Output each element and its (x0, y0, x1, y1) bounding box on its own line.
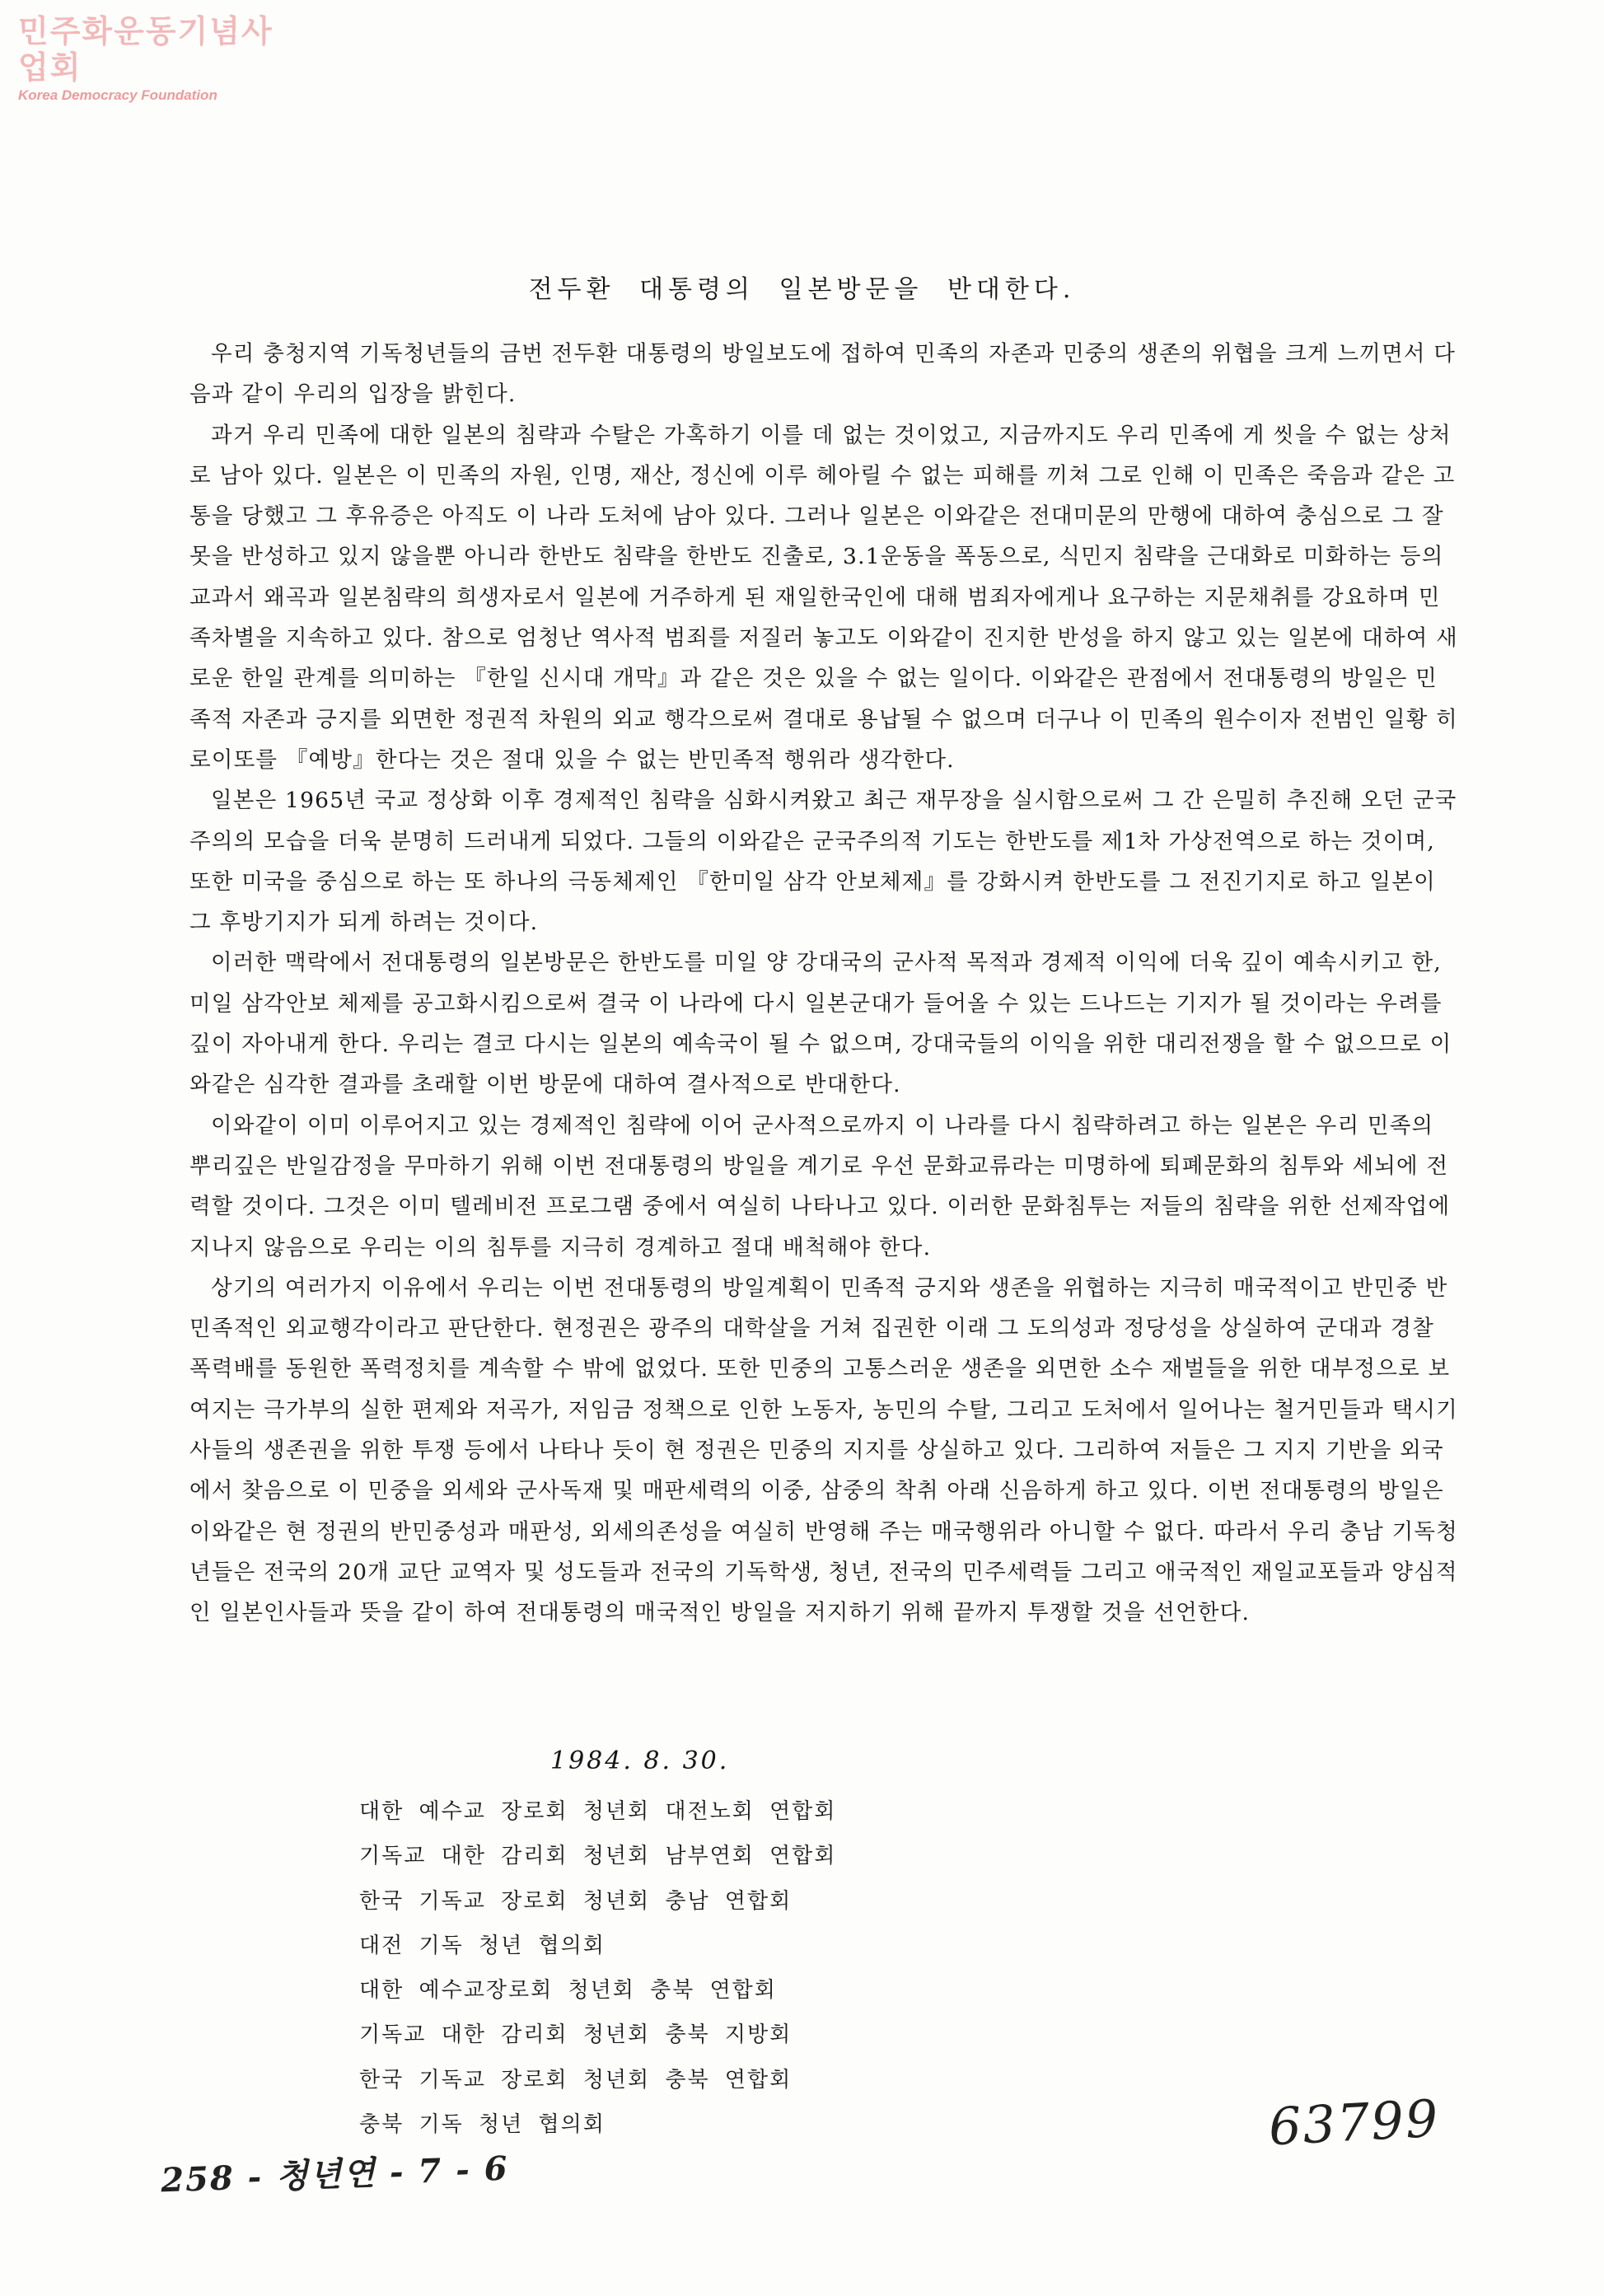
handwritten-reference-code: 258 - 청년연 - 7 - 6 (160, 2149, 510, 2200)
watermark-logo (18, 13, 298, 104)
body-paragraph: 우리 충청지역 기독청년들의 금번 전두환 대통령의 방일보도에 접하여 민족의 자존과 민중의 생존의 위협을 크게 느끼면서 다음과 같이 우리의 입장을 밝힌다. (189, 341, 1457, 408)
signatory-item: 충북 기독 청년 협의회 (359, 2112, 606, 2138)
signatory-list (359, 1789, 1101, 2147)
document-title: 전두환 대통령의 일본방문을 반대한다. (528, 275, 1076, 304)
body-paragraph: 이와같이 이미 이루어지고 있는 경제적인 침략에 이어 군사적으로까지 이 나라를 다시 침략하려고 하는 일본은 우리 민족의 뿌리깊은 반일감정을 무마하기 위해 이번 전대통령의 방일을 계기로 우선 문화교류라는 미명하에 퇴폐문화의 침투와 세뇌에 전력할 것이다. 그것은 이미 텔레비전 프로그램 중에서 여실히 나타나고 있다. 이러한 문화침투는 저들의 침략을 위한 선제작업에 지나지 않음으로 우리는 이의 침투를 지극히 경계하고 절대 배척해야 한다. (189, 1112, 1451, 1260)
handwritten-archive-number: 63799 (1267, 2088, 1442, 2158)
body-paragraph: 이러한 맥락에서 전대통령의 일본방문은 한반도를 미일 양 강대국의 군사적 목적과 경제적 이익에 더욱 깊이 예속시키고 한,미일 삼각안보 체제를 공고화시킴으로써 결국 이 나라에 다시 일본군대가 들어올 수 있는 드나드는 기지가 될 것이라는 우려를 깊이 자아내게 한다. 우리는 결코 다시는 일본의 예속국이 될 수 없으며, 강대국들의 이익을 위한 대리전쟁을 할 수 없으므로 이와같은 심각한 결과를 초래할 이번 방문에 대하여 결사적으로 반대한다. (189, 950, 1452, 1098)
signatory-item: 기독교 대한 감리회 청년회 충북 지방회 (359, 2022, 793, 2048)
document-date: 1984. 8. 30. (550, 1747, 730, 1775)
body-paragraph: 일본은 1965년 국교 정상화 이후 경제적인 침략을 심화시켜왔고 최근 재무장을 실시함으로써 그 간 은밀히 추진해 오던 군국주의의 모습을 더욱 분명히 드러내게 되었다. 그들의 이와같은 군국주의적 기도는 한반도를 제1차 가상전역으로 하는 것이며, 또한 미국을 중심으로 하는 또 하나의 극동체제인 『한미일 삼각 안보체제』를 강화시켜 한반도를 그 전진기지로 하고 일본이 그 후방기지가 되게 하려는 것이다. (189, 788, 1457, 936)
signatory-item: 대한 예수교 장로회 청년회 대전노회 연합회 (359, 1799, 837, 1824)
body-paragraph: 과거 우리 민족에 대한 일본의 침략과 수탈은 가혹하기 이를 데 없는 것이었고, 지금까지도 우리 민족에 게 씻을 수 없는 상처로 남아 있다. 일본은 이 민족의 자원, 인명, 재산, 정신에 이루 헤아릴 수 없는 피해를 끼쳐 그로 인해 이 민족은 죽음과 같은 고통을 당했고 그 후유증은 아직도 이 나라 도처에 남아 있다. 그러나 일본은 이와같은 전대미문의 만행에 대하여 충심으로 그 잘못을 반성하고 있지 않을뿐 아니라 한반도 침략을 한반도 진출로, 3.1운동을 폭동으로, 식민지 침략을 근대화로 미화하는 등의 교과서 왜곡과 일본침략의 희생자로서 일본에 거주하게 된 재일한국인에 대해 범죄자에게나 요구하는 지문채취를 강요하며 민족차별을 지속하고 있다. 참으로 엄청난 역사적 범죄를 저질러 놓고도 이와같이 진지한 반성을 하지 않고 있는 일본에 대하여 새로운 한일 관계를 의미하는 『한일 신시대 개막』과 같은 것은 있을 수 없는 일이다. 이와같은 관점에서 전대통령의 방일은 민족적 자존과 긍지를 외면한 정권적 차원의 외교 행각으로써 결대로 용납될 수 없으며 더구나 이 민족의 원수이자 전범인 일황 히로이또를 『예방』한다는 것은 절대 있을 수 없는 반민족적 행위라 생각한다. (189, 422, 1458, 773)
watermark-name-korean: 민주화운동기념사업회 (18, 13, 274, 86)
signatory-item: 한국 기독교 장로회 청년회 충북 연합회 (359, 2067, 793, 2093)
signatory-item: 기독교 대한 감리회 청년회 남부연회 연합회 (359, 1844, 837, 1869)
document-body (189, 334, 1458, 1634)
body-paragraph: 상기의 여러가지 이유에서 우리는 이번 전대통령의 방일계획이 민족적 긍지와 생존을 위협하는 지극히 매국적이고 반민중 반민족적인 외교행각이라고 판단한다. 현정권은 광주의 대학살을 거쳐 집권한 이래 그 도의성과 정당성을 상실하여 군대과 경찰 폭력배를 동원한 폭력정치를 계속할 수 밖에 없었다. 또한 민중의 고통스러운 생존을 외면한 소수 재벌들을 위한 대부정으로 보여지는 극가부의 실한 편제와 저곡가, 저임금 정책으로 인한 노동자, 농민의 수탈, 그리고 도처에서 일어나는 철거민들과 택시기사들의 생존권을 위한 투쟁 등에서 나타나 듯이 현 정권은 민중의 지지를 상실하고 있다. 그리하여 저들은 그 지지 기반을 외국에서 찾음으로 이 민중을 외세와 군사독재 및 매판세력의 이중, 삼중의 착취 아래 신음하게 하고 있다. 이번 전대통령의 방일은 이와같은 현 정권의 반민중성과 매판성, 외세의존성을 여실히 반영해 주는 매국행위라 아니할 수 없다. 따라서 우리 충남 기독청년들은 전국의 20개 교단 교역자 및 성도들과 전국의 기독학생, 청년, 전국의 민주세력들 그리고 애국적인 재일교포들과 양심적인 일본인사들과 뜻을 같이 하여 전대통령의 매국적인 방일을 저지하기 위해 끝까지 투쟁할 것을 선언한다. (189, 1274, 1458, 1626)
signatory-item: 대한 예수교장로회 청년회 충북 연합회 (359, 1978, 777, 2004)
watermark-name-english: Korea Democracy Foundation (18, 87, 217, 103)
signatory-item: 한국 기독교 장로회 청년회 충남 연합회 (359, 1888, 793, 1914)
signatory-item: 대전 기독 청년 협의회 (359, 1933, 606, 1958)
